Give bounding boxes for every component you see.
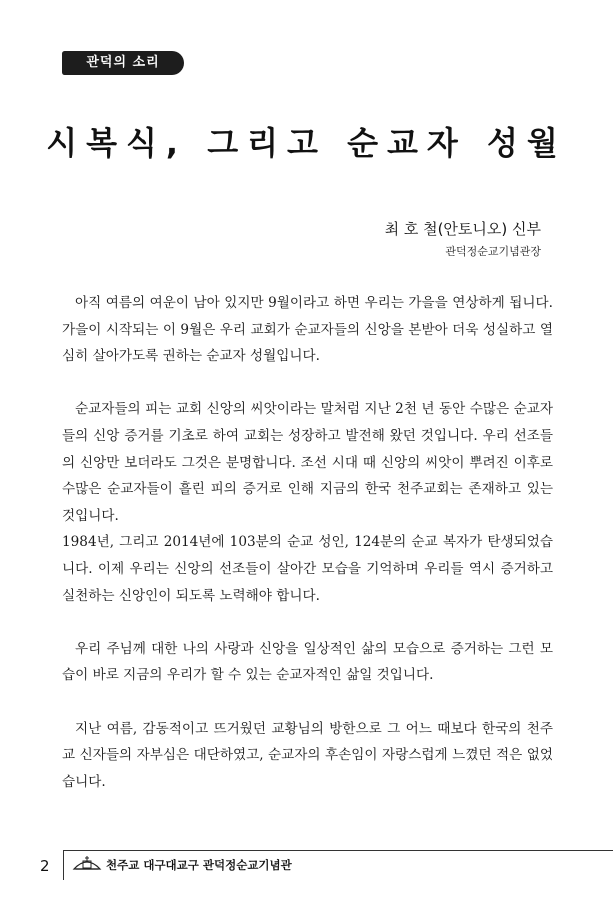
footer-publisher: 천주교 대구대교구 관덕정순교기념관 (106, 858, 292, 872)
footer-divider (63, 850, 613, 851)
page-number: 2 (40, 857, 50, 875)
article-author: 최 호 철(안토니오) 신부 (384, 220, 541, 238)
paragraph-1: 아직 여름의 여운이 남아 있지만 9월이라고 하면 우리는 가을을 연상하게 됩니다. 가을이 시작되는 이 9월은 우리 교회가 순교자들의 신앙을 본받아 더욱 성실하고 열심히 살아가도록 권하는 순교자 성월입니다. (62, 295, 553, 365)
author-affiliation: 관덕정순교기념관장 (445, 245, 541, 258)
paragraph-5: 지난 여름, 감동적이고 뜨거웠던 교황님의 방한으로 그 어느 때보다 한국의 천주교 신자들의 자부심은 대단하였고, 순교자의 후손임이 자랑스럽게 느꼈던 적은 없었습니다. (62, 720, 553, 790)
article-body (62, 290, 553, 822)
paragraph-4: 우리 주님께 대한 나의 사랑과 신앙을 일상적인 삶의 모습으로 증거하는 그런 모습이 바로 지금의 우리가 할 수 있는 순교자적인 삶일 것입니다. (62, 640, 553, 684)
section-label: 관덕의 소리 (62, 51, 184, 75)
church-logo-icon (72, 853, 102, 871)
paragraph-2: 순교자들의 피는 교회 신앙의 씨앗이라는 말처럼 지난 2천 년 동안 수많은 순교자들의 신앙 증거를 기초로 하여 교회는 성장하고 발전해 왔던 것입니다. 우리 선조들의 신앙만 보더라도 그것은 분명합니다. 조선 시대 때 신앙의 씨앗이 뿌려진 이후로 수많은 순교자들이 흘린 피의 증거로 인해 지금의 한국 천주교회는 존재하고 있는 것입니다. (62, 401, 553, 524)
footer-vertical-rule (63, 850, 64, 880)
paragraph-3: 1984년, 그리고 2014년에 103분의 순교 성인, 124분의 순교 복자가 탄생되었습니다. 이제 우리는 신앙의 선조들이 살아간 모습을 기억하며 우리들 역시 증거하고 실천하는 신앙인이 되도록 노력해야 합니다. (62, 534, 553, 604)
article-title: 시복식, 그리고 순교자 성월 (46, 124, 567, 162)
